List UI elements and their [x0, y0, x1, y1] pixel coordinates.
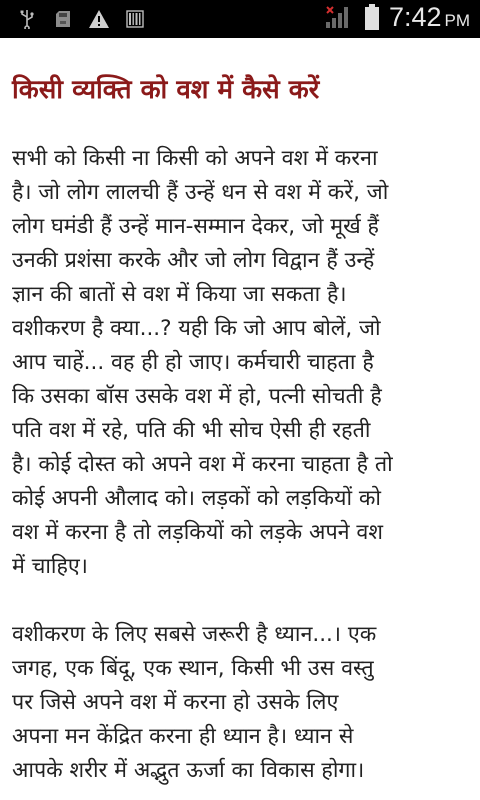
- paragraph-line: अपना मन केंद्रित करना ही ध्यान है। ध्यान से: [12, 724, 354, 749]
- system-status: [325, 4, 470, 34]
- paragraph-line: में चाहिए।: [12, 554, 88, 579]
- usb-icon: [16, 8, 38, 30]
- clock-time: 7:42: [388, 2, 442, 32]
- paragraph-line: आपके शरीर में अद्भुत ऊर्जा का विकास होगा।: [12, 758, 365, 783]
- warning-icon: [88, 8, 110, 30]
- article-paragraph-1: [12, 142, 470, 584]
- clock-ampm: PM: [444, 11, 470, 30]
- paragraph-line: आप चाहें... वह ही हो जाए। कर्मचारी चाहता है: [12, 350, 374, 375]
- notification-icons: [16, 8, 146, 30]
- paragraph-line: पति वश में रहे, पति की भी सोच ऐसी ही रहती: [12, 418, 371, 443]
- paragraph-line: ज्ञान की बातों से वश में किया जा सकता है।: [12, 282, 347, 307]
- article-paragraph-2: [12, 618, 470, 788]
- paragraph-line: जगह, एक बिंदू, एक स्थान, किसी भी उस वस्तु: [12, 656, 374, 681]
- article: [12, 62, 470, 788]
- paragraph-line: वशीकरण के लिए सबसे जरूरी है ध्यान...। एक: [12, 622, 377, 647]
- battery-icon: [365, 4, 379, 34]
- paragraph-line: कोई अपनी औलाद को। लड़कों को लड़कियों को: [12, 486, 381, 511]
- clock: [389, 2, 470, 36]
- sd-card-icon: [52, 8, 74, 30]
- paragraph-line: कि उसका बॉस उसके वश में हो, पत्नी सोचती है: [12, 384, 382, 409]
- paragraph-line: पर जिसे अपने वश में करना हो उसके लिए: [12, 690, 339, 715]
- signal-icon: [325, 5, 351, 33]
- status-bar: [0, 0, 480, 38]
- paragraph-line: लोग घमंडी हैं उन्हें मान-सम्मान देकर, जो मूर्ख हैं: [12, 214, 379, 239]
- paragraph-line: वश में करना है तो लड़कियों को लड़के अपने वश: [12, 520, 384, 545]
- paragraph-line: सभी को किसी ना किसी को अपने वश में करना: [12, 146, 378, 171]
- paragraph-line: है। कोई दोस्त को अपने वश में करना चाहता है तो: [12, 452, 393, 477]
- paragraph-line: है। जो लोग लालची हैं उन्हें धन से वश में करें, जो: [12, 180, 389, 205]
- paragraph-line: वशीकरण है क्या...? यही कि जो आप बोलें, जो: [12, 316, 381, 341]
- barcode-icon: [124, 8, 146, 30]
- paragraph-line: उनकी प्रशंसा करके और जो लोग विद्वान हैं उन्हें: [12, 248, 375, 273]
- article-title: किसी व्यक्ति को वश में कैसे करें: [12, 75, 320, 105]
